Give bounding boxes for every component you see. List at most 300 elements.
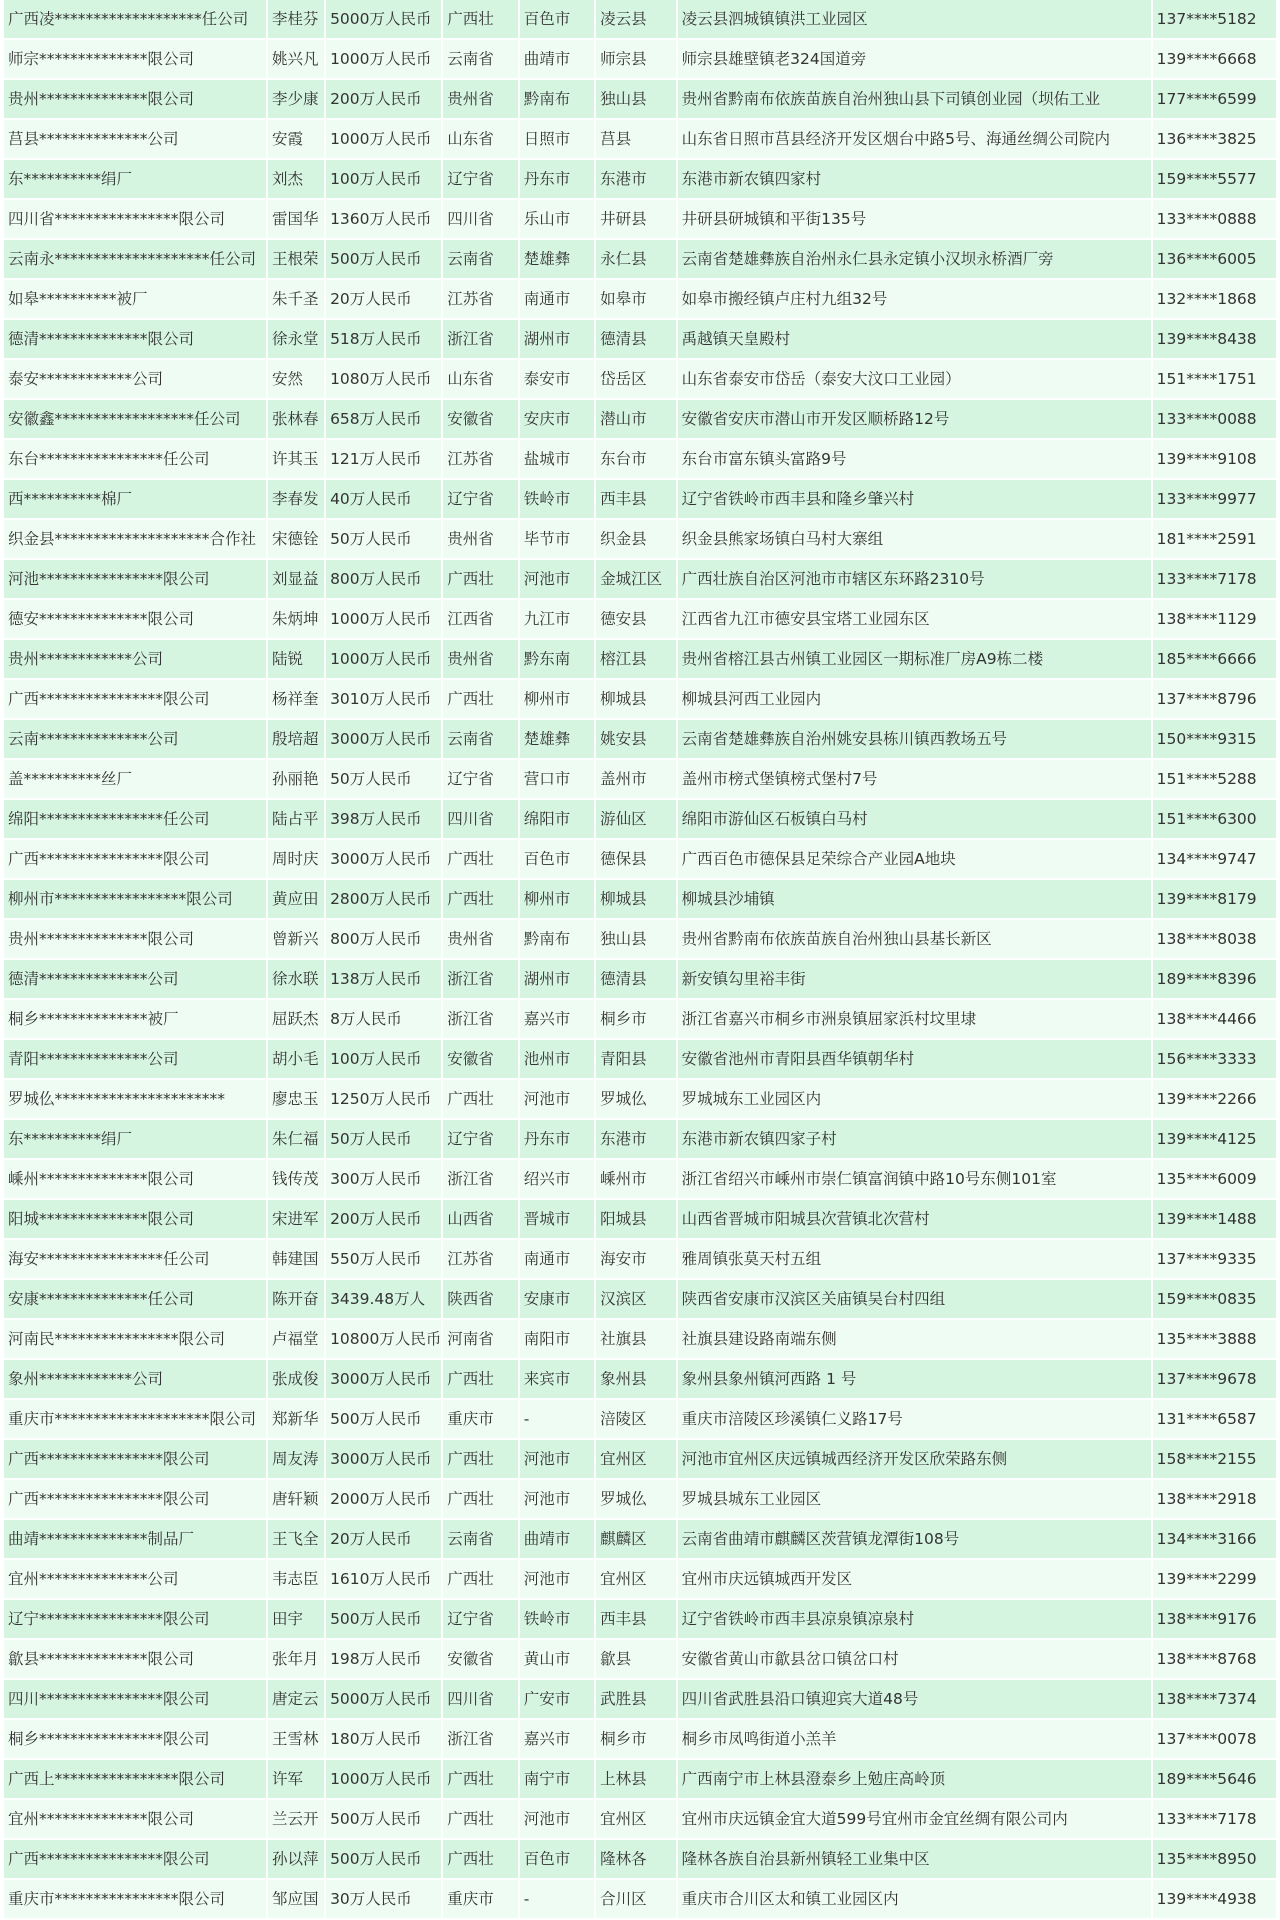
address-cell: 重庆市合川区太和镇工业园区内 — [678, 1880, 1153, 1920]
registered-capital-cell: 20万人民币 — [326, 1520, 443, 1560]
city-cell: 铁岭市 — [520, 1600, 596, 1640]
city-cell: 百色市 — [520, 1840, 596, 1880]
province-cell: 浙江省 — [443, 1160, 519, 1200]
legal-person-cell: 孙丽艳 — [268, 760, 326, 800]
company-name-cell: 桐乡**************被厂 — [4, 1000, 268, 1040]
address-cell: 山东省日照市莒县经济开发区烟台中路5号、海通丝绸公司院内 — [678, 120, 1153, 160]
table-row — [4, 1720, 1276, 1760]
county-cell: 西丰县 — [596, 1600, 678, 1640]
province-cell: 广西壮 — [443, 1480, 519, 1520]
company-name-cell: 广西****************限公司 — [4, 840, 268, 880]
county-cell: 凌云县 — [596, 0, 678, 40]
phone-cell: 189****5646 — [1153, 1760, 1276, 1800]
legal-person-cell: 张年月 — [268, 1640, 326, 1680]
company-name-cell: 东**********绢厂 — [4, 1120, 268, 1160]
address-cell: 浙江省绍兴市嵊州市崇仁镇富润镇中路10号东侧101室 — [678, 1160, 1153, 1200]
registered-capital-cell: 1000万人民币 — [326, 600, 443, 640]
registered-capital-cell: 1000万人民币 — [326, 120, 443, 160]
phone-cell: 156****3333 — [1153, 1040, 1276, 1080]
legal-person-cell: 许其玉 — [268, 440, 326, 480]
county-cell: 阳城县 — [596, 1200, 678, 1240]
legal-person-cell: 韦志臣 — [268, 1560, 326, 1600]
registered-capital-cell: 500万人民币 — [326, 240, 443, 280]
legal-person-cell: 朱仁福 — [268, 1120, 326, 1160]
county-cell: 海安市 — [596, 1240, 678, 1280]
province-cell: 重庆市 — [443, 1400, 519, 1440]
legal-person-cell: 陆锐 — [268, 640, 326, 680]
city-cell: 营口市 — [520, 760, 596, 800]
legal-person-cell: 朱炳坤 — [268, 600, 326, 640]
county-cell: 柳城县 — [596, 680, 678, 720]
city-cell: 曲靖市 — [520, 1520, 596, 1560]
address-cell: 贵州省榕江县古州镇工业园区一期标准厂房A9栋二楼 — [678, 640, 1153, 680]
registered-capital-cell: 3000万人民币 — [326, 1360, 443, 1400]
phone-cell: 159****0835 — [1153, 1280, 1276, 1320]
registered-capital-cell: 8万人民币 — [326, 1000, 443, 1040]
company-name-cell: 德清**************限公司 — [4, 320, 268, 360]
company-name-cell: 象州************公司 — [4, 1360, 268, 1400]
legal-person-cell: 王雪林 — [268, 1720, 326, 1760]
legal-person-cell: 兰云开 — [268, 1800, 326, 1840]
phone-cell: 138****8038 — [1153, 920, 1276, 960]
county-cell: 桐乡市 — [596, 1000, 678, 1040]
legal-person-cell: 李少康 — [268, 80, 326, 120]
company-name-cell: 东台****************任公司 — [4, 440, 268, 480]
company-name-cell: 安康**************任公司 — [4, 1280, 268, 1320]
registered-capital-cell: 3439.48万人 — [326, 1280, 443, 1320]
province-cell: 浙江省 — [443, 1000, 519, 1040]
registered-capital-cell: 550万人民币 — [326, 1240, 443, 1280]
table-row — [4, 1320, 1276, 1360]
province-cell: 辽宁省 — [443, 1120, 519, 1160]
legal-person-cell: 徐水联 — [268, 960, 326, 1000]
table-row — [4, 1160, 1276, 1200]
company-name-cell: 德清**************公司 — [4, 960, 268, 1000]
table-row — [4, 320, 1276, 360]
table-row — [4, 1040, 1276, 1080]
legal-person-cell: 黄应田 — [268, 880, 326, 920]
registered-capital-cell: 50万人民币 — [326, 760, 443, 800]
city-cell: 绵阳市 — [520, 800, 596, 840]
phone-cell: 138****9176 — [1153, 1600, 1276, 1640]
phone-cell: 133****7178 — [1153, 560, 1276, 600]
city-cell: 丹东市 — [520, 160, 596, 200]
phone-cell: 139****4938 — [1153, 1880, 1276, 1920]
company-name-cell: 广西****************限公司 — [4, 1480, 268, 1520]
registered-capital-cell: 1360万人民币 — [326, 200, 443, 240]
address-cell: 云南省楚雄彝族自治州姚安县栋川镇西教场五号 — [678, 720, 1153, 760]
registered-capital-cell: 500万人民币 — [326, 1840, 443, 1880]
table-row — [4, 1360, 1276, 1400]
address-cell: 隆林各族自治县新州镇轻工业集中区 — [678, 1840, 1153, 1880]
legal-person-cell: 宋进军 — [268, 1200, 326, 1240]
city-cell: 来宾市 — [520, 1360, 596, 1400]
phone-cell: 138****4466 — [1153, 1000, 1276, 1040]
county-cell: 榕江县 — [596, 640, 678, 680]
phone-cell: 139****4125 — [1153, 1120, 1276, 1160]
province-cell: 山西省 — [443, 1200, 519, 1240]
county-cell: 涪陵区 — [596, 1400, 678, 1440]
county-cell: 东港市 — [596, 1120, 678, 1160]
county-cell: 游仙区 — [596, 800, 678, 840]
city-cell: 百色市 — [520, 0, 596, 40]
province-cell: 重庆市 — [443, 1880, 519, 1920]
legal-person-cell: 朱千圣 — [268, 280, 326, 320]
company-name-cell: 宜州**************公司 — [4, 1560, 268, 1600]
city-cell: - — [520, 1880, 596, 1920]
county-cell: 桐乡市 — [596, 1720, 678, 1760]
city-cell: 黔南布 — [520, 920, 596, 960]
company-name-cell: 歙县**************限公司 — [4, 1640, 268, 1680]
province-cell: 安徽省 — [443, 1040, 519, 1080]
table-row — [4, 80, 1276, 120]
address-cell: 如皋市搬经镇卢庄村九组32号 — [678, 280, 1153, 320]
legal-person-cell: 钱传茂 — [268, 1160, 326, 1200]
city-cell: 河池市 — [520, 1080, 596, 1120]
city-cell: 河池市 — [520, 1440, 596, 1480]
company-name-cell: 贵州**************限公司 — [4, 80, 268, 120]
legal-person-cell: 周友涛 — [268, 1440, 326, 1480]
county-cell: 社旗县 — [596, 1320, 678, 1360]
county-cell: 汉滨区 — [596, 1280, 678, 1320]
registered-capital-cell: 1000万人民币 — [326, 640, 443, 680]
province-cell: 广西壮 — [443, 1080, 519, 1120]
address-cell: 象州县象州镇河西路 1 号 — [678, 1360, 1153, 1400]
phone-cell: 134****3166 — [1153, 1520, 1276, 1560]
company-name-cell: 云南**************公司 — [4, 720, 268, 760]
registered-capital-cell: 300万人民币 — [326, 1160, 443, 1200]
phone-cell: 133****0888 — [1153, 200, 1276, 240]
province-cell: 江西省 — [443, 600, 519, 640]
county-cell: 宜州区 — [596, 1560, 678, 1600]
legal-person-cell: 李桂芬 — [268, 0, 326, 40]
registered-capital-cell: 398万人民币 — [326, 800, 443, 840]
county-cell: 宜州区 — [596, 1440, 678, 1480]
legal-person-cell: 韩建国 — [268, 1240, 326, 1280]
city-cell: 柳州市 — [520, 880, 596, 920]
registered-capital-cell: 1610万人民币 — [326, 1560, 443, 1600]
table-row — [4, 0, 1276, 40]
province-cell: 辽宁省 — [443, 480, 519, 520]
registered-capital-cell: 40万人民币 — [326, 480, 443, 520]
table-row — [4, 760, 1276, 800]
city-cell: 南通市 — [520, 1240, 596, 1280]
table-row — [4, 1800, 1276, 1840]
legal-person-cell: 姚兴凡 — [268, 40, 326, 80]
legal-person-cell: 张林春 — [268, 400, 326, 440]
phone-cell: 139****1488 — [1153, 1200, 1276, 1240]
table-row — [4, 960, 1276, 1000]
registered-capital-cell: 3000万人民币 — [326, 840, 443, 880]
county-cell: 德清县 — [596, 960, 678, 1000]
registered-capital-cell: 200万人民币 — [326, 80, 443, 120]
legal-person-cell: 郑新华 — [268, 1400, 326, 1440]
province-cell: 四川省 — [443, 1680, 519, 1720]
city-cell: 楚雄彝 — [520, 240, 596, 280]
table-row — [4, 1520, 1276, 1560]
table-row — [4, 1560, 1276, 1600]
legal-person-cell: 邹应国 — [268, 1880, 326, 1920]
address-cell: 山东省泰安市岱岳（泰安大汶口工业园） — [678, 360, 1153, 400]
legal-person-cell: 胡小毛 — [268, 1040, 326, 1080]
legal-person-cell: 雷国华 — [268, 200, 326, 240]
phone-cell: 150****9315 — [1153, 720, 1276, 760]
company-name-cell: 泰安************公司 — [4, 360, 268, 400]
company-name-cell: 东**********绢厂 — [4, 160, 268, 200]
table-row — [4, 1000, 1276, 1040]
province-cell: 江苏省 — [443, 440, 519, 480]
registered-capital-cell: 3000万人民币 — [326, 1440, 443, 1480]
phone-cell: 137****0078 — [1153, 1720, 1276, 1760]
province-cell: 辽宁省 — [443, 1600, 519, 1640]
table-row — [4, 240, 1276, 280]
table-row — [4, 1880, 1276, 1920]
legal-person-cell: 王根荣 — [268, 240, 326, 280]
registered-capital-cell: 198万人民币 — [326, 1640, 443, 1680]
address-cell: 新安镇勾里裕丰街 — [678, 960, 1153, 1000]
phone-cell: 159****5577 — [1153, 160, 1276, 200]
address-cell: 安徽省黄山市歙县岔口镇岔口村 — [678, 1640, 1153, 1680]
county-cell: 柳城县 — [596, 880, 678, 920]
table-row — [4, 720, 1276, 760]
registered-capital-cell: 500万人民币 — [326, 1400, 443, 1440]
phone-cell: 139****6668 — [1153, 40, 1276, 80]
county-cell: 潜山市 — [596, 400, 678, 440]
company-name-cell: 广西****************限公司 — [4, 680, 268, 720]
phone-cell: 139****8179 — [1153, 880, 1276, 920]
registered-capital-cell: 180万人民币 — [326, 1720, 443, 1760]
legal-person-cell: 宋德铨 — [268, 520, 326, 560]
city-cell: 池州市 — [520, 1040, 596, 1080]
table-row — [4, 1200, 1276, 1240]
address-cell: 广西百色市德保县足荣综合产业园A地块 — [678, 840, 1153, 880]
legal-person-cell: 刘杰 — [268, 160, 326, 200]
city-cell: 楚雄彝 — [520, 720, 596, 760]
county-cell: 盖州市 — [596, 760, 678, 800]
province-cell: 浙江省 — [443, 320, 519, 360]
phone-cell: 139****8438 — [1153, 320, 1276, 360]
address-cell: 禹越镇天皇殿村 — [678, 320, 1153, 360]
registered-capital-cell: 138万人民币 — [326, 960, 443, 1000]
registered-capital-cell: 100万人民币 — [326, 160, 443, 200]
address-cell: 云南省曲靖市麒麟区茨营镇龙潭街108号 — [678, 1520, 1153, 1560]
company-name-cell: 广西上****************限公司 — [4, 1760, 268, 1800]
registered-capital-cell: 5000万人民币 — [326, 1680, 443, 1720]
registered-capital-cell: 3000万人民币 — [326, 720, 443, 760]
address-cell: 绵阳市游仙区石板镇白马村 — [678, 800, 1153, 840]
table-row — [4, 600, 1276, 640]
company-name-cell: 罗城仫********************** — [4, 1080, 268, 1120]
county-cell: 宜州区 — [596, 1800, 678, 1840]
province-cell: 广西壮 — [443, 1840, 519, 1880]
registered-capital-cell: 500万人民币 — [326, 1600, 443, 1640]
county-cell: 罗城仫 — [596, 1080, 678, 1120]
address-cell: 罗城县城东工业园区 — [678, 1480, 1153, 1520]
table-row — [4, 1600, 1276, 1640]
address-cell: 凌云县泗城镇镇洪工业园区 — [678, 0, 1153, 40]
address-cell: 云南省楚雄彝族自治州永仁县永定镇小汉坝永桥酒厂旁 — [678, 240, 1153, 280]
phone-cell: 139****2266 — [1153, 1080, 1276, 1120]
address-cell: 浙江省嘉兴市桐乡市洲泉镇屈家浜村坟里埭 — [678, 1000, 1153, 1040]
legal-person-cell: 殷培超 — [268, 720, 326, 760]
city-cell: 安庆市 — [520, 400, 596, 440]
company-name-cell: 广西****************限公司 — [4, 1840, 268, 1880]
address-cell: 重庆市涪陵区珍溪镇仁义路17号 — [678, 1400, 1153, 1440]
address-cell: 罗城城东工业园区内 — [678, 1080, 1153, 1120]
phone-cell: 138****8768 — [1153, 1640, 1276, 1680]
table-row — [4, 1680, 1276, 1720]
address-cell: 山西省晋城市阳城县次营镇北次营村 — [678, 1200, 1153, 1240]
address-cell: 雅周镇张莫天村五组 — [678, 1240, 1153, 1280]
address-cell: 宜州市庆远镇城西开发区 — [678, 1560, 1153, 1600]
province-cell: 江苏省 — [443, 1240, 519, 1280]
phone-cell: 132****1868 — [1153, 280, 1276, 320]
phone-cell: 158****2155 — [1153, 1440, 1276, 1480]
registered-capital-cell: 1250万人民币 — [326, 1080, 443, 1120]
phone-cell: 137****5182 — [1153, 0, 1276, 40]
province-cell: 河南省 — [443, 1320, 519, 1360]
county-cell: 德清县 — [596, 320, 678, 360]
phone-cell: 137****9678 — [1153, 1360, 1276, 1400]
phone-cell: 135****8950 — [1153, 1840, 1276, 1880]
address-cell: 桐乡市凤鸣街道小羔羊 — [678, 1720, 1153, 1760]
phone-cell: 185****6666 — [1153, 640, 1276, 680]
address-cell: 东港市新农镇四家子村 — [678, 1120, 1153, 1160]
legal-person-cell: 唐定云 — [268, 1680, 326, 1720]
address-cell: 盖州市榜式堡镇榜式堡村7号 — [678, 760, 1153, 800]
county-cell: 嵊州市 — [596, 1160, 678, 1200]
legal-person-cell: 张成俊 — [268, 1360, 326, 1400]
table-row — [4, 1400, 1276, 1440]
city-cell: 广安市 — [520, 1680, 596, 1720]
company-name-cell: 辽宁****************限公司 — [4, 1600, 268, 1640]
legal-person-cell: 屈跃杰 — [268, 1000, 326, 1040]
company-name-cell: 贵州************公司 — [4, 640, 268, 680]
city-cell: 安康市 — [520, 1280, 596, 1320]
county-cell: 德保县 — [596, 840, 678, 880]
city-cell: 南阳市 — [520, 1320, 596, 1360]
legal-person-cell: 李春发 — [268, 480, 326, 520]
province-cell: 云南省 — [443, 240, 519, 280]
registered-capital-cell: 5000万人民币 — [326, 0, 443, 40]
company-name-cell: 西**********棉厂 — [4, 480, 268, 520]
city-cell: 黔东南 — [520, 640, 596, 680]
legal-person-cell: 王飞全 — [268, 1520, 326, 1560]
phone-cell: 181****2591 — [1153, 520, 1276, 560]
county-cell: 歙县 — [596, 1640, 678, 1680]
province-cell: 安徽省 — [443, 400, 519, 440]
phone-cell: 138****2918 — [1153, 1480, 1276, 1520]
registered-capital-cell: 800万人民币 — [326, 920, 443, 960]
phone-cell: 135****3888 — [1153, 1320, 1276, 1360]
city-cell: 晋城市 — [520, 1200, 596, 1240]
address-cell: 宜州市庆远镇金宜大道599号宜州市金宜丝绸有限公司内 — [678, 1800, 1153, 1840]
legal-person-cell: 陈开奋 — [268, 1280, 326, 1320]
address-cell: 辽宁省铁岭市西丰县凉泉镇凉泉村 — [678, 1600, 1153, 1640]
province-cell: 浙江省 — [443, 1720, 519, 1760]
legal-person-cell: 卢福堂 — [268, 1320, 326, 1360]
county-cell: 井研县 — [596, 200, 678, 240]
company-name-cell: 宜州**************限公司 — [4, 1800, 268, 1840]
phone-cell: 134****9747 — [1153, 840, 1276, 880]
city-cell: 黄山市 — [520, 1640, 596, 1680]
city-cell: 河池市 — [520, 1800, 596, 1840]
city-cell: 九江市 — [520, 600, 596, 640]
province-cell: 安徽省 — [443, 1640, 519, 1680]
county-cell: 金城江区 — [596, 560, 678, 600]
address-cell: 贵州省黔南布依族苗族自治州独山县基长新区 — [678, 920, 1153, 960]
province-cell: 贵州省 — [443, 80, 519, 120]
province-cell: 贵州省 — [443, 640, 519, 680]
province-cell: 四川省 — [443, 800, 519, 840]
address-cell: 四川省武胜县沿口镇迎宾大道48号 — [678, 1680, 1153, 1720]
phone-cell: 133****0088 — [1153, 400, 1276, 440]
table-row — [4, 840, 1276, 880]
company-name-cell: 阳城**************限公司 — [4, 1200, 268, 1240]
phone-cell: 151****5288 — [1153, 760, 1276, 800]
province-cell: 广西壮 — [443, 840, 519, 880]
phone-cell: 135****6009 — [1153, 1160, 1276, 1200]
county-cell: 莒县 — [596, 120, 678, 160]
province-cell: 广西壮 — [443, 0, 519, 40]
phone-cell: 133****9977 — [1153, 480, 1276, 520]
city-cell: 丹东市 — [520, 1120, 596, 1160]
address-cell: 安徽省安庆市潜山市开发区顺桥路12号 — [678, 400, 1153, 440]
city-cell: 南宁市 — [520, 1760, 596, 1800]
address-cell: 织金县熊家场镇白马村大寨组 — [678, 520, 1153, 560]
company-name-cell: 曲靖**************制品厂 — [4, 1520, 268, 1560]
company-name-cell: 重庆市********************限公司 — [4, 1400, 268, 1440]
company-table — [4, 0, 1276, 1920]
phone-cell: 137****8796 — [1153, 680, 1276, 720]
registered-capital-cell: 1080万人民币 — [326, 360, 443, 400]
province-cell: 广西壮 — [443, 1360, 519, 1400]
province-cell: 广西壮 — [443, 560, 519, 600]
address-cell: 河池市宜州区庆远镇城西经济开发区欣荣路东侧 — [678, 1440, 1153, 1480]
registered-capital-cell: 658万人民币 — [326, 400, 443, 440]
registered-capital-cell: 1000万人民币 — [326, 1760, 443, 1800]
county-cell: 岱岳区 — [596, 360, 678, 400]
phone-cell: 138****7374 — [1153, 1680, 1276, 1720]
registered-capital-cell: 200万人民币 — [326, 1200, 443, 1240]
county-cell: 麒麟区 — [596, 1520, 678, 1560]
company-name-cell: 贵州**************限公司 — [4, 920, 268, 960]
table-row — [4, 640, 1276, 680]
phone-cell: 136****6005 — [1153, 240, 1276, 280]
city-cell: 日照市 — [520, 120, 596, 160]
address-cell: 井研县研城镇和平街135号 — [678, 200, 1153, 240]
address-cell: 广西壮族自治区河池市市辖区东环路2310号 — [678, 560, 1153, 600]
company-name-cell: 嵊州**************限公司 — [4, 1160, 268, 1200]
county-cell: 师宗县 — [596, 40, 678, 80]
county-cell: 德安县 — [596, 600, 678, 640]
province-cell: 广西壮 — [443, 1760, 519, 1800]
province-cell: 贵州省 — [443, 920, 519, 960]
city-cell: 嘉兴市 — [520, 1720, 596, 1760]
company-name-cell: 德安**************限公司 — [4, 600, 268, 640]
registered-capital-cell: 50万人民币 — [326, 1120, 443, 1160]
company-name-cell: 绵阳****************任公司 — [4, 800, 268, 840]
registered-capital-cell: 800万人民币 — [326, 560, 443, 600]
county-cell: 武胜县 — [596, 1680, 678, 1720]
company-name-cell: 师宗**************限公司 — [4, 40, 268, 80]
phone-cell: 139****9108 — [1153, 440, 1276, 480]
table-row — [4, 560, 1276, 600]
table-body — [4, 0, 1276, 1920]
city-cell: 湖州市 — [520, 320, 596, 360]
registered-capital-cell: 500万人民币 — [326, 1800, 443, 1840]
province-cell: 浙江省 — [443, 960, 519, 1000]
